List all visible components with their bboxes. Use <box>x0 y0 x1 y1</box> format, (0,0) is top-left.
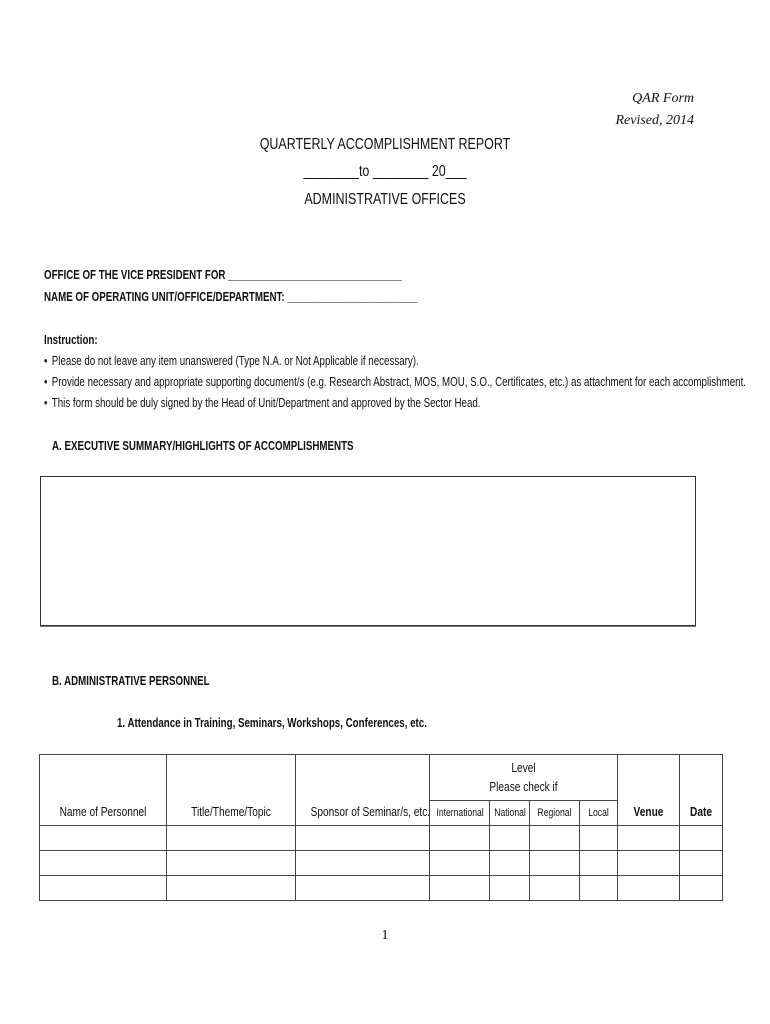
form-code-line1: QAR Form <box>632 91 694 106</box>
table-row <box>40 876 723 901</box>
table-cell[interactable] <box>430 826 490 851</box>
header-sponsor: Sponsor of Seminar/s, etc. <box>296 755 430 826</box>
table-cell[interactable] <box>618 876 680 901</box>
bullet-icon: • <box>44 375 48 389</box>
instruction-item: • This form should be duly signed by the Head of Unit/Department and approved by the Sector Head. <box>44 396 481 410</box>
table-cell[interactable] <box>580 851 618 876</box>
header-title-theme-topic: Title/Theme/Topic <box>167 755 296 826</box>
table-cell[interactable] <box>167 876 296 901</box>
table-cell[interactable] <box>530 876 580 901</box>
header-level-local: Local <box>580 800 618 825</box>
instruction-heading: Instruction: <box>44 333 98 347</box>
instruction-item: • Please do not leave any item unanswered (Type N.A. or Not Applicable if necessary). <box>44 354 419 368</box>
header-level-national: National <box>490 800 530 825</box>
section-b-heading: B. ADMINISTRATIVE PERSONNEL <box>52 674 210 688</box>
form-code-line2: Revised, 2014 <box>615 113 694 128</box>
table-cell[interactable] <box>167 851 296 876</box>
report-subtitle: ADMINISTRATIVE OFFICES <box>304 191 466 208</box>
report-period: ________to ________ 20___ <box>303 163 467 180</box>
table-cell[interactable] <box>618 851 680 876</box>
section-a-heading: A. EXECUTIVE SUMMARY/HIGHLIGHTS OF ACCOMPLISHMENTS <box>52 439 354 453</box>
table-row <box>40 826 723 851</box>
table-cell[interactable] <box>530 826 580 851</box>
table-cell[interactable] <box>490 876 530 901</box>
header-name-of-personnel: Name of Personnel <box>40 755 167 826</box>
table-cell[interactable] <box>296 876 430 901</box>
table-cell[interactable] <box>40 851 167 876</box>
header-venue: Venue <box>618 755 680 826</box>
bullet-icon: • <box>44 354 48 368</box>
form-code <box>560 88 694 132</box>
header-level-international: International <box>430 800 490 825</box>
table-row <box>40 851 723 876</box>
executive-summary-box[interactable] <box>40 476 696 626</box>
table-cell[interactable] <box>40 826 167 851</box>
section-b1-heading: 1. Attendance in Training, Seminars, Workshops, Conferences, etc. <box>117 716 427 730</box>
table-cell[interactable] <box>40 876 167 901</box>
report-title: QUARTERLY ACCOMPLISHMENT REPORT <box>259 136 511 153</box>
header-level-regional: Regional <box>530 800 580 825</box>
table-cell[interactable] <box>680 876 723 901</box>
header-date: Date <box>680 755 723 826</box>
instruction-item: • Provide necessary and appropriate supporting document/s (e.g. Research Abstract, MOS, MOU, S.O., Certificates, etc.) as attachment for each accomplishment. <box>44 375 746 389</box>
table-cell[interactable] <box>680 851 723 876</box>
table-cell[interactable] <box>430 876 490 901</box>
table-cell[interactable] <box>680 826 723 851</box>
table-cell[interactable] <box>580 876 618 901</box>
header-level: Level Please check if <box>430 755 618 801</box>
operating-unit-field: NAME OF OPERATING UNIT/OFFICE/DEPARTMENT: ________________________ <box>44 290 418 304</box>
vp-office-field: OFFICE OF THE VICE PRESIDENT FOR ________________________________ <box>44 268 402 282</box>
attendance-table <box>39 754 723 901</box>
table-cell[interactable] <box>430 851 490 876</box>
table-cell[interactable] <box>580 826 618 851</box>
page-number: 1 <box>381 928 389 943</box>
table-cell[interactable] <box>490 826 530 851</box>
table-cell[interactable] <box>530 851 580 876</box>
table-cell[interactable] <box>167 826 296 851</box>
table-cell[interactable] <box>296 851 430 876</box>
table-cell[interactable] <box>296 826 430 851</box>
bullet-icon: • <box>44 396 48 410</box>
table-cell[interactable] <box>618 826 680 851</box>
table-cell[interactable] <box>490 851 530 876</box>
